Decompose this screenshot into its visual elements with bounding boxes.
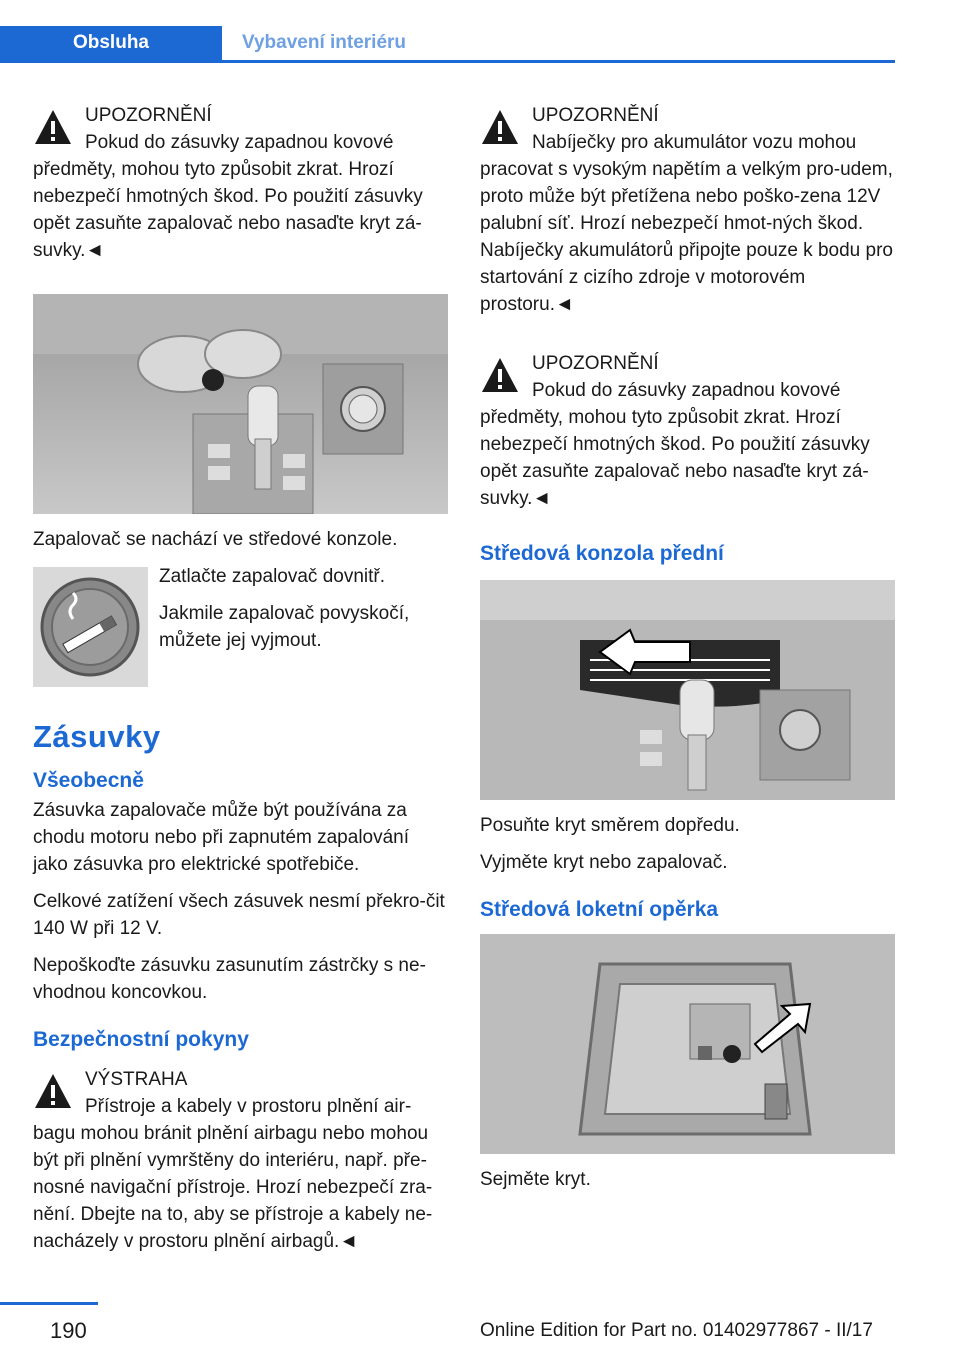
section-title-zasuvky: Zásuvky bbox=[33, 719, 161, 754]
page-number: 190 bbox=[50, 1318, 87, 1343]
tab-obsluha[interactable]: Obsluha bbox=[0, 26, 222, 60]
general-paragraph-2: Celkové zatížení všech zásuvek nesmí překro-čit 140 W při 12 V. bbox=[33, 891, 445, 939]
center-console-photo bbox=[33, 294, 448, 514]
warning-text-first: Nabíječky pro akumulátor vozu mohou bbox=[532, 132, 857, 153]
warning-title: UPOZORNĚNÍ bbox=[85, 105, 212, 126]
subtitle-front-console: Středová konzola přední bbox=[480, 542, 724, 565]
warning-box bbox=[480, 100, 895, 318]
warning-title: UPOZORNĚNÍ bbox=[532, 353, 659, 374]
warning-box bbox=[33, 100, 448, 264]
front-step-2: Vyjměte kryt nebo zapalovač. bbox=[480, 852, 728, 873]
warning-text: předměty, mohou tyto způsobit zkrat. Hrozí nebezpečí hmotných škod. Po použití zásuvky opět zasuňte zapalovač nebo nasaďte kryt zá-suvky.◄ bbox=[33, 159, 423, 261]
page-header bbox=[0, 0, 895, 64]
subtitle-armrest: Středová loketní opěrka bbox=[480, 898, 719, 921]
step-remove-lighter: Jakmile zapalovač povyskočí, můžete jej vyjmout. bbox=[159, 603, 410, 651]
right-column bbox=[480, 100, 895, 1203]
warning-text: pracovat s vysokým napětím a velkým pro-udem, proto může být přetížena nebo poško-zena 12V palubní síť. Hrozí nebezpečí hmot-ných škod. Nabíječky akumulátorů připojte pouze k bodu pro startování z cizího zdroje v motorovém prostoru.◄ bbox=[480, 159, 893, 315]
warning-text: předměty, mohou tyto způsobit zkrat. Hrozí nebezpečí hmotných škod. Po použití zásuvky opět zasuňte zapalovač nebo nasaďte kryt zá-suvky.◄ bbox=[480, 407, 870, 509]
header-rule bbox=[0, 60, 895, 63]
subtitle-safety: Bezpečnostní pokyny bbox=[33, 1028, 249, 1051]
caption-lighter-location: Zapalovač se nachází ve středové konzole. bbox=[33, 529, 398, 550]
edition-note: Online Edition for Part no. 01402977867 - II/17 bbox=[480, 1320, 873, 1341]
warning-text-first: Pokud do zásuvky zapadnou kovové bbox=[85, 132, 394, 153]
warning-box bbox=[480, 348, 895, 512]
warning-box bbox=[33, 1064, 448, 1255]
step-push-lighter: Zatlačte zapalovač dovnitř. bbox=[159, 566, 386, 587]
left-column bbox=[33, 100, 448, 1285]
general-paragraph-3: Nepoškoďte zásuvku zasunutím zástrčky s ne-vhodnou koncovkou. bbox=[33, 955, 426, 1003]
warning-text-first: Pokud do zásuvky zapadnou kovové bbox=[532, 380, 841, 401]
warning-triangle-icon bbox=[33, 1072, 73, 1110]
warning-triangle-icon bbox=[480, 356, 520, 394]
subtitle-general: Všeobecně bbox=[33, 769, 144, 792]
front-step-1: Posuňte kryt směrem dopředu. bbox=[480, 815, 740, 836]
warning-triangle-icon bbox=[480, 108, 520, 146]
lighter-instructions bbox=[33, 563, 448, 685]
warning-title: UPOZORNĚNÍ bbox=[532, 105, 659, 126]
warning-text-first: Přístroje a kabely v prostoru plnění air- bbox=[85, 1096, 412, 1117]
footer-rule bbox=[0, 1302, 98, 1305]
warning-title: VÝSTRAHA bbox=[85, 1069, 188, 1090]
front-console-cover-photo bbox=[480, 580, 895, 800]
armrest-step-1: Sejměte kryt. bbox=[480, 1169, 591, 1190]
general-paragraph-1: Zásuvka zapalovače může být používána za chodu motoru nebo při zapnutém zapalování jako zásuvka pro elektrické spotřebiče. bbox=[33, 800, 410, 875]
tab-vybaveni-interieru[interactable]: Vybavení interiéru bbox=[242, 32, 407, 53]
lighter-steps bbox=[159, 563, 449, 664]
warning-triangle-icon bbox=[33, 108, 73, 146]
cigarette-lighter-icon bbox=[33, 567, 148, 687]
warning-text: bagu mohou bránit plnění airbagu nebo mohou být při plnění vymrštěny do interiéru, např. pře-nosné navigační přístroje. Hrozí nebezpečí zra-nění. Dbejte na to, aby se přístroje a kabely ne-nacházely v prostoru plnění airbagů.◄ bbox=[33, 1123, 433, 1252]
armrest-socket-photo bbox=[480, 934, 895, 1154]
